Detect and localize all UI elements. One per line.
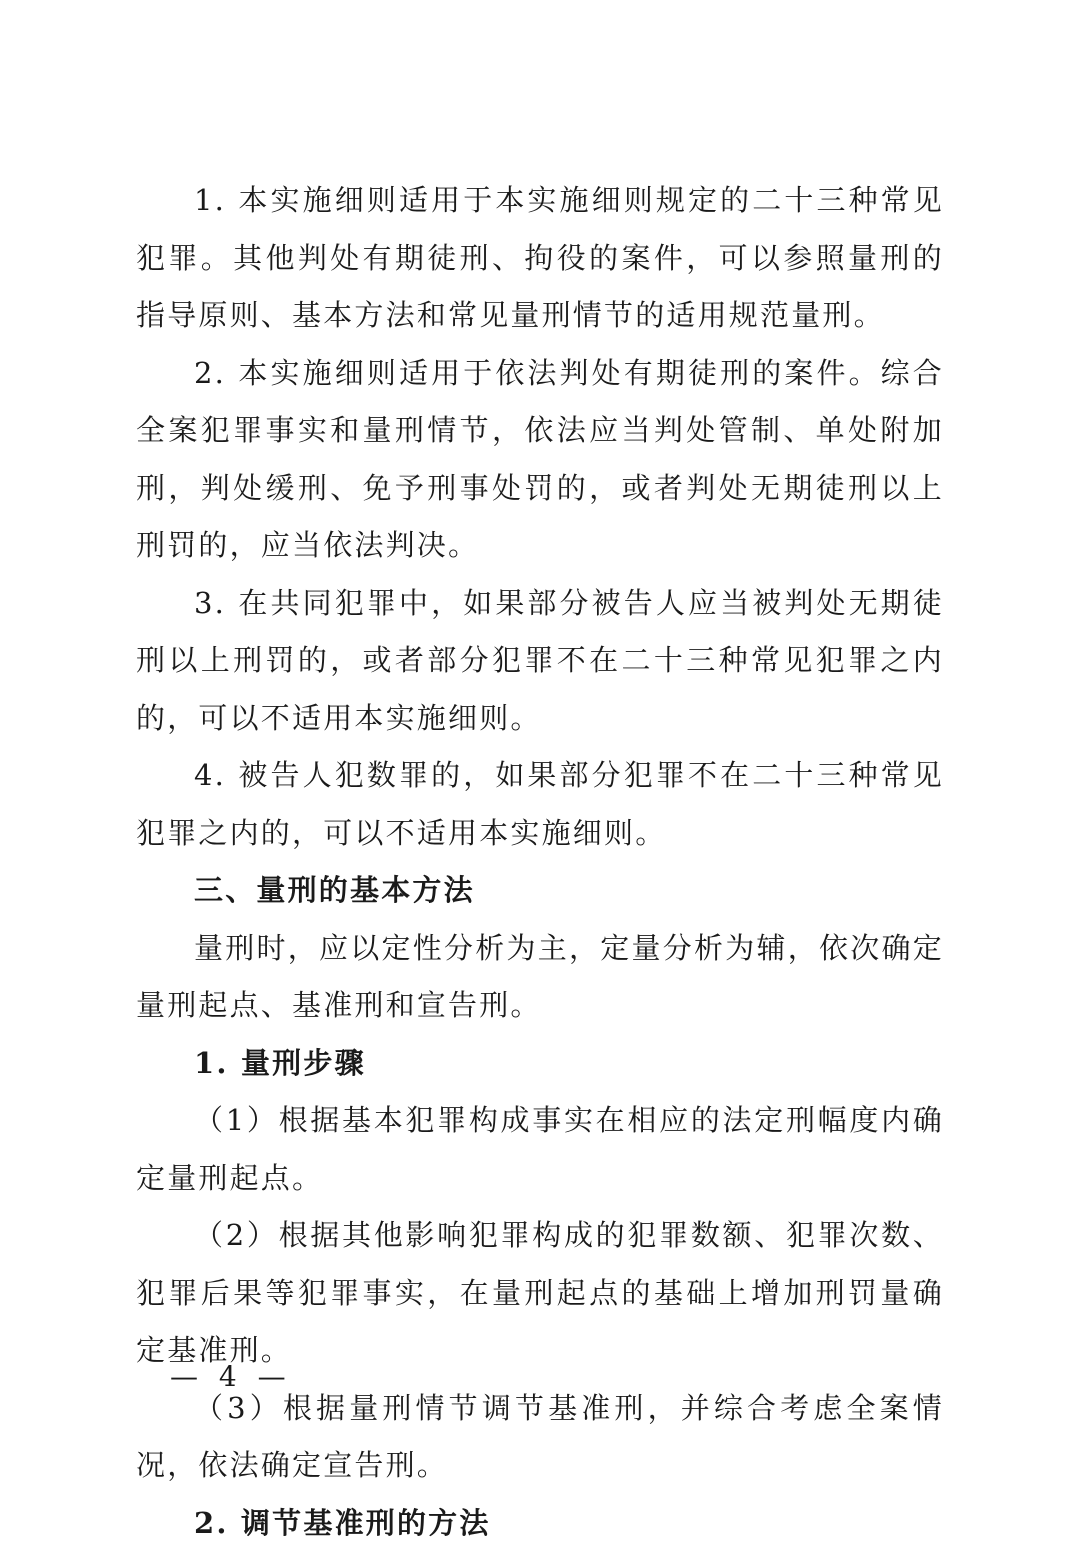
paragraph-step-2: （2）根据其他影响犯罪构成的犯罪数额、犯罪次数、犯罪后果等犯罪事实，在量刑起点的基础上增加刑罚量确定基准刑。 <box>136 1207 944 1380</box>
paragraph-scope-1: 1. 本实施细则适用于本实施细则规定的二十三种常见犯罪。其他判处有期徒刑、拘役的案件，可以参照量刑的指导原则、基本方法和常见量刑情节的适用规范量刑。 <box>136 172 944 345</box>
paragraph-step-3: （3）根据量刑情节调节基准刑，并综合考虑全案情况，依法确定宣告刑。 <box>136 1380 944 1495</box>
subheading-sentencing-steps: 1. 量刑步骤 <box>136 1035 944 1093</box>
document-body <box>136 172 944 1552</box>
section-heading-basic-methods: 三、量刑的基本方法 <box>136 862 944 920</box>
paragraph-step-1: （1）根据基本犯罪构成事实在相应的法定刑幅度内确定量刑起点。 <box>136 1092 944 1207</box>
paragraph-basic-methods-intro: 量刑时，应以定性分析为主，定量分析为辅，依次确定量刑起点、基准刑和宣告刑。 <box>136 920 944 1035</box>
page-number: — 4 — <box>170 1360 292 1393</box>
subheading-adjust-benchmark: 2. 调节基准刑的方法 <box>136 1495 944 1552</box>
paragraph-scope-3: 3. 在共同犯罪中，如果部分被告人应当被判处无期徒刑以上刑罚的，或者部分犯罪不在二十三种常见犯罪之内的，可以不适用本实施细则。 <box>136 575 944 748</box>
paragraph-scope-2: 2. 本实施细则适用于依法判处有期徒刑的案件。综合全案犯罪事实和量刑情节，依法应当判处管制、单处附加刑，判处缓刑、免予刑事处罚的，或者判处无期徒刑以上刑罚的，应当依法判决。 <box>136 345 944 575</box>
paragraph-scope-4: 4. 被告人犯数罪的，如果部分犯罪不在二十三种常见犯罪之内的，可以不适用本实施细则。 <box>136 747 944 862</box>
